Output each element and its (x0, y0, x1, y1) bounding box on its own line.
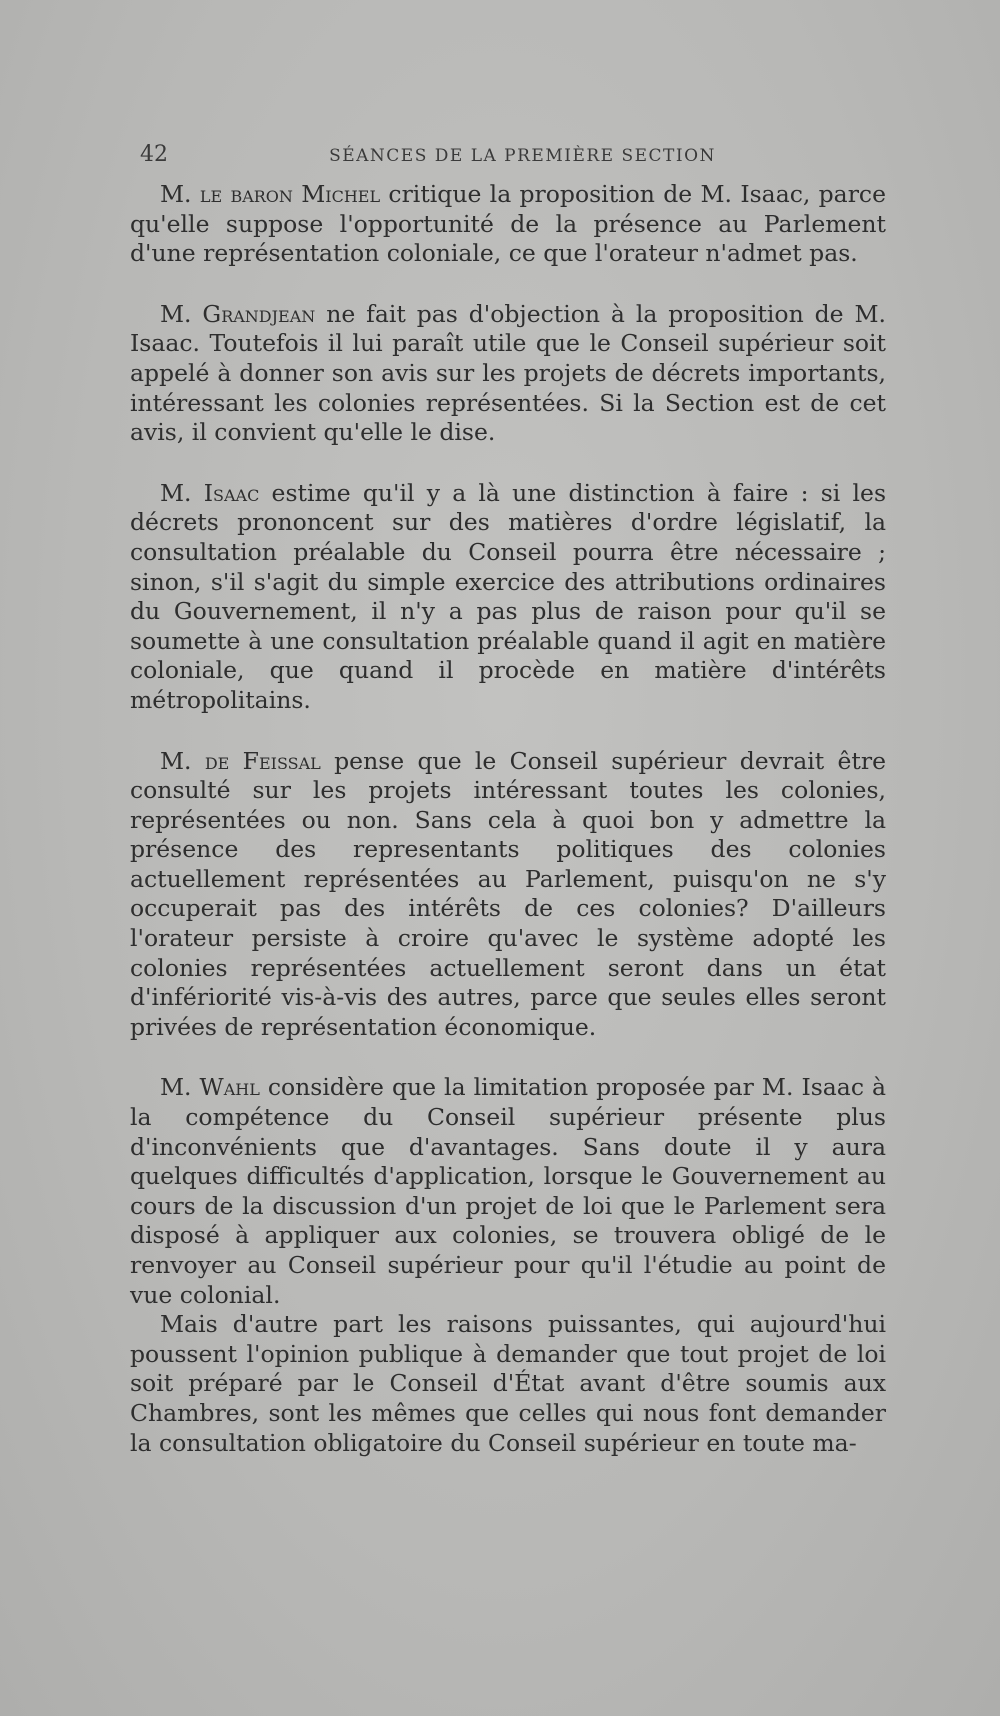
speaker-name: M. Grandjean (160, 299, 316, 328)
speaker-name: M. de Feissal (160, 746, 321, 775)
speaker-name: M. Wahl (160, 1073, 260, 1102)
speaker-name: M. Isaac (160, 478, 260, 507)
running-head: SÉANCES DE LA PREMIÈRE SECTION (329, 146, 716, 166)
page-number: 42 (140, 142, 168, 167)
page-header (140, 142, 885, 172)
paragraph-text: pense que le Conseil supérieur devrait être consulté sur les projets intéressant toutes les colonies, représentées ou non. Sans cela à quoi bon y admettre la présence des representants politiques des colonies actuellement représentées au Parlement, puisqu'on ne s'y occuperait pas des intérêts de ces colonies? D'ailleurs l'orateur persiste à croire qu'avec le système adopté les colonies représentées actuellement seront dans un état d'infériorité vis-à-vis des autres, parce que seules elles seront privées de représentation économique. (130, 746, 886, 1041)
paragraph-text: estime qu'il y a là une distinction à faire : si les décrets prononcent sur des matières d'ordre législatif, la consultation préalable du Conseil pourra être nécessaire ; sinon, s'il s'agit du simple exercice des attributions ordinaires du Gouvernement, il n'y a pas plus de raison pour qu'il se soumette à une consultation préalable quand il agit en matière coloniale, que quand il procède en matière d'intérêts métropolitains. (130, 478, 886, 714)
paragraph (130, 1073, 886, 1310)
paragraph-text: Mais d'autre part les raisons puissantes, qui aujourd'hui poussent l'opinion publique à demander que tout projet de loi soit préparé par le Conseil d'État avant d'être soumis aux Chambres, sont les mêmes que celles qui nous font demander la consultation obligatoire du Conseil supérieur en toute ma- (130, 1310, 886, 1457)
paragraph (130, 479, 886, 716)
paragraph (130, 1310, 886, 1458)
paragraph (130, 747, 886, 1043)
body-text (130, 180, 886, 1458)
paragraph (130, 300, 886, 448)
paragraph-text: ne fait pas d'objection à la proposition de M. Isaac. Toutefois il lui paraît utile que le Conseil supérieur soit appelé à donner son avis sur les projets de décrets importants, intéressant les colonies représentées. Si la Section est de cet avis, il convient qu'elle le dise. (130, 299, 886, 447)
speaker-name: M. le baron Michel (160, 180, 381, 208)
paragraph-text: considère que la limitation proposée par M. Isaac à la compétence du Conseil supérieur présente plus d'inconvénients que d'avantages. Sans doute il y aura quelques difficultés d'application, lorsque le Gouvernement au cours de la discussion d'un projet de loi que le Parlement sera disposé à appliquer aux colonies, se trouvera obligé de le renvoyer au Conseil supérieur pour qu'il l'étudie au point de vue colonial. (130, 1073, 886, 1309)
paragraph-text: critique la proposition de M. Isaac, parce qu'elle suppose l'opportunité de la présence au Parlement d'une représentation coloniale, ce que l'orateur n'admet pas. (130, 180, 886, 268)
paragraph (130, 180, 886, 269)
